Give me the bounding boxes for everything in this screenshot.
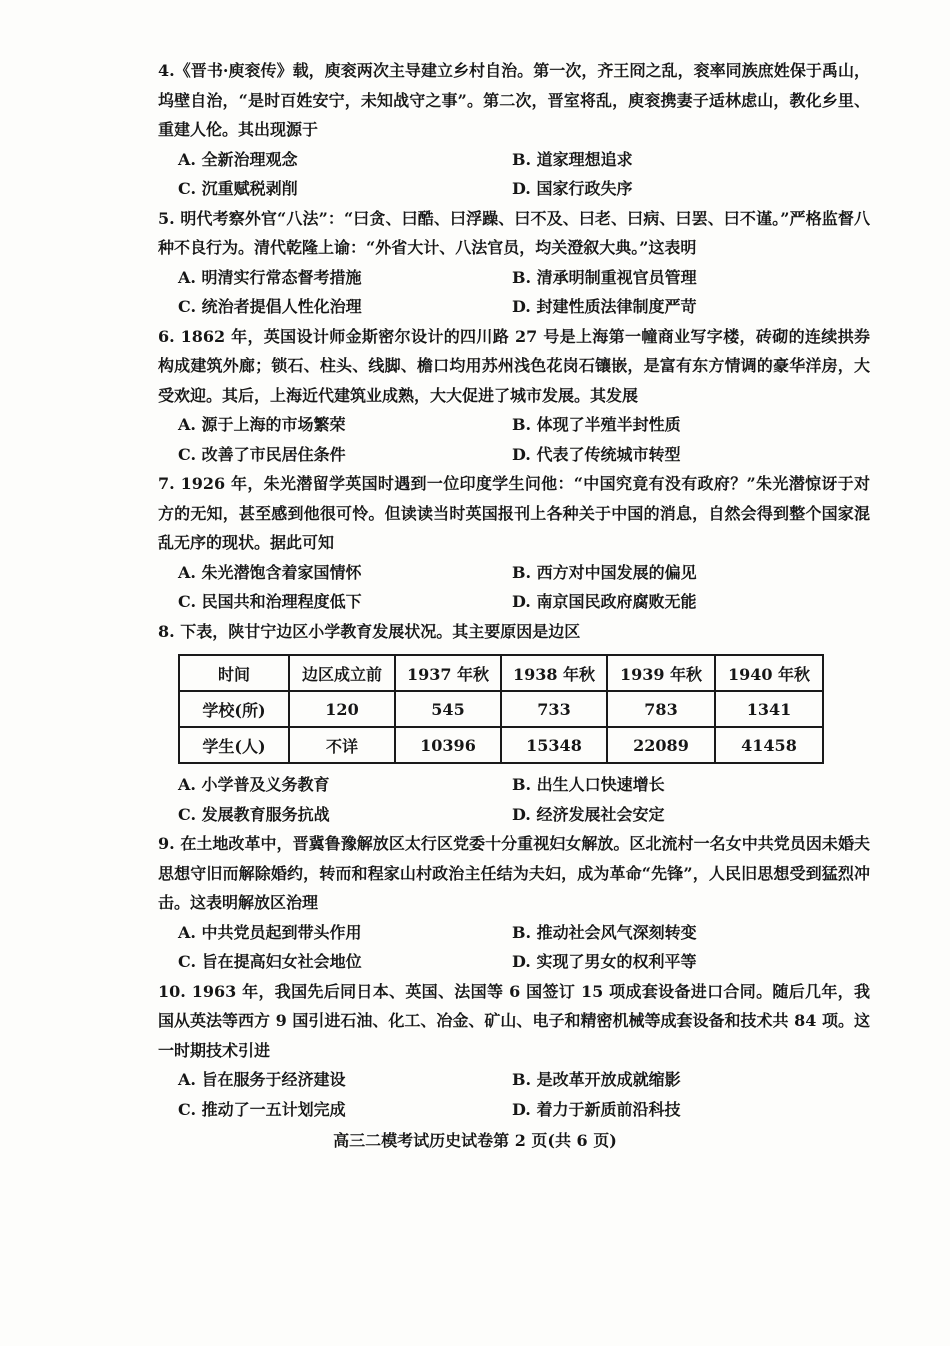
question-8	[158, 617, 870, 830]
question-stem: 6. 1862 年，英国设计师金斯密尔设计的四川路 27 号是上海第一幢商业写字楼，砖砌的连续拱券构成建筑外廊；锁石、柱头、线脚、檐口均用苏州浅色花岗石镶嵌，是富有东方情调的豪华洋房，大受欢迎。其后，上海近代建筑业成熟，大大促进了城市发展。其发展	[158, 326, 870, 405]
option-d: D. 着力于新质前沿科技	[512, 1099, 681, 1119]
table-cell: 学校(所)	[179, 691, 289, 727]
question-stem: 4.《晋书·庾衮传》载，庾衮两次主导建立乡村自治。第一次，齐王冏之乱，衮率同族庶姓保于禹山，坞壁自治，“是时百姓安宁，未知战守之事”。第二次，晋室将乱，庾衮携妻子适林虑山，教化乡里、重建人伦。其出现源于	[158, 61, 870, 139]
option-a: A. 小学普及义务教育	[178, 775, 330, 794]
option-c: C. 沉重赋税剥削	[178, 179, 298, 198]
option-d: D. 国家行政失序	[512, 179, 633, 198]
option-c: C. 统治者提倡人性化治理	[178, 297, 362, 316]
option-a: A. 明清实行常态督考措施	[178, 267, 362, 287]
option-c: C. 发展教育服务抗战	[178, 804, 330, 824]
question-4	[158, 56, 870, 204]
question-stem: 5. 明代考察外官“八法”：“曰贪、曰酷、曰浮躁、曰不及、曰老、曰病、曰罢、曰不谨。”严格监督八种不良行为。清代乾隆上谕：“外省大计、八法官员，均关澄叙大典。”这表明	[158, 208, 870, 257]
options	[158, 918, 870, 977]
option-b: B. 推动社会风气深刻转变	[512, 922, 697, 942]
option-d: D. 代表了传统城市转型	[512, 444, 681, 464]
option-a: A. 全新治理观念	[178, 149, 298, 169]
table-row	[179, 691, 823, 727]
option-b: B. 西方对中国发展的偏见	[512, 562, 697, 582]
option-c: C. 改善了市民居住条件	[178, 444, 346, 464]
question-5	[158, 204, 870, 322]
option-d: D. 南京国民政府腐败无能	[512, 592, 697, 611]
option-c: C. 民国共和治理程度低下	[178, 592, 362, 611]
table-cell: 学生(人)	[179, 727, 289, 763]
table-header-cell: 边区成立前	[289, 655, 395, 691]
option-b: B. 清承明制重视官员管理	[512, 267, 697, 287]
option-a: A. 旨在服务于经济建设	[178, 1070, 346, 1089]
education-table	[178, 654, 824, 764]
question-7	[158, 469, 870, 617]
question-stem: 8. 下表，陕甘宁边区小学教育发展状况。其主要原因是边区	[158, 621, 581, 641]
option-c: C. 旨在提高妇女社会地位	[178, 952, 362, 971]
question-stem: 9. 在土地改革中，晋冀鲁豫解放区太行区党委十分重视妇女解放。区北流村一名女中共党员因未婚夫思想守旧而解除婚约，转而和程家山村政治主任结为夫妇，成为革命“先锋”，人民旧思想受到猛烈冲击。这表明解放区治理	[158, 834, 870, 912]
table-cell: 733	[501, 691, 607, 727]
table-cell: 783	[607, 691, 715, 727]
question-10	[158, 977, 870, 1125]
options	[158, 558, 870, 617]
option-d: D. 封建性质法律制度严苛	[512, 297, 697, 316]
options	[158, 145, 870, 204]
table-header-cell: 1938 年秋	[501, 655, 607, 691]
option-b: B. 道家理想追求	[512, 149, 633, 169]
table-cell: 1341	[715, 691, 823, 727]
table-header-cell: 1940 年秋	[715, 655, 823, 691]
options	[158, 770, 870, 829]
question-stem: 10. 1963 年，我国先后同日本、英国、法国等 6 国签订 15 项成套设备进口合同。随后几年，我国从英法等西方 9 国引进石油、化工、冶金、矿山、电子和精密机械等成套设备和技术共 84 项。这一时期技术引进	[158, 981, 870, 1060]
option-a: A. 源于上海的市场繁荣	[178, 415, 346, 434]
option-a: A. 中共党员起到带头作用	[178, 922, 362, 942]
table-cell: 545	[395, 691, 501, 727]
table-cell: 41458	[715, 727, 823, 763]
table-header-cell: 1937 年秋	[395, 655, 501, 691]
question-stem: 7. 1926 年，朱光潜留学英国时遇到一位印度学生问他：“中国究竟有没有政府？”朱光潜惊讶于对方的无知，甚至感到他很可怜。但读读当时英国报刊上各种关于中国的消息，自然会得到整个国家混乱无序的现状。据此可知	[158, 474, 870, 552]
option-b: B. 是改革开放成就缩影	[512, 1070, 681, 1089]
options	[158, 263, 870, 322]
table-cell: 22089	[607, 727, 715, 763]
question-9	[158, 829, 870, 977]
table-cell: 不详	[289, 727, 395, 763]
option-a: A. 朱光潜饱含着家国情怀	[178, 562, 362, 582]
option-d: D. 经济发展社会安定	[512, 804, 665, 824]
option-b: B. 出生人口快速增长	[512, 775, 665, 794]
options	[158, 410, 870, 469]
table-cell: 120	[289, 691, 395, 727]
table-header-cell: 1939 年秋	[607, 655, 715, 691]
page-footer: 高三二模考试历史试卷第 2 页(共 6 页)	[333, 1131, 617, 1150]
options	[158, 1065, 870, 1124]
table-header-cell: 时间	[179, 655, 289, 691]
table-cell: 10396	[395, 727, 501, 763]
option-d: D. 实现了男女的权利平等	[512, 952, 697, 971]
table-header-row	[179, 655, 823, 691]
option-c: C. 推动了一五计划完成	[178, 1099, 346, 1119]
question-list	[158, 56, 870, 1124]
question-6	[158, 322, 870, 470]
table-row	[179, 727, 823, 763]
table-cell: 15348	[501, 727, 607, 763]
option-b: B. 体现了半殖半封性质	[512, 415, 681, 434]
